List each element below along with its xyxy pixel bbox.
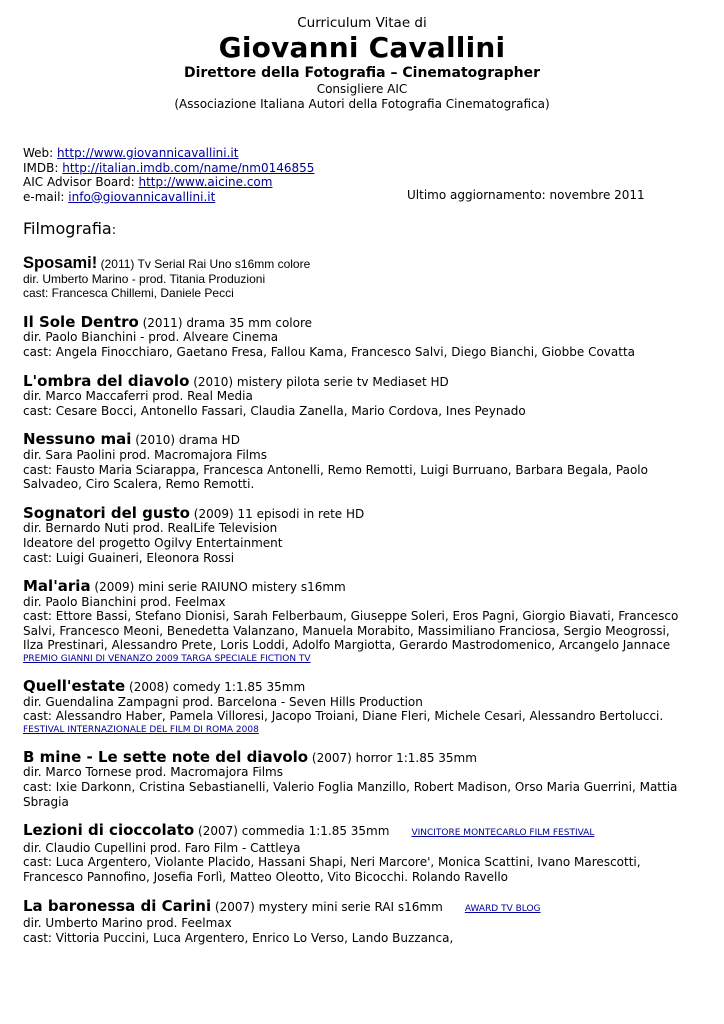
web-link[interactable]: http://www.giovannicavallini.it [57, 146, 239, 160]
film-note: Ideatore del progetto Ogilvy Entertainment [23, 535, 283, 550]
imdb-label: IMDB: [23, 160, 59, 175]
film-credits: dir. Umberto Marino prod. Feelmax [23, 916, 232, 931]
film-cast: cast: Cesare Bocci, Antonello Fassari, Claudia Zanella, Mario Cordova, Ines Peynado [23, 403, 526, 418]
film-credits: dir. Bernardo Nuti prod. RealLife Television [23, 521, 278, 536]
film-meta: (2010) mistery pilota serie tv Mediaset HD [189, 374, 449, 389]
web-label: Web: [23, 146, 54, 160]
film-title: La baronessa di Carini [23, 896, 212, 915]
film-title: Mal'aria [23, 577, 91, 596]
header-pretitle: Curriculum Vitae di [297, 15, 427, 31]
section-title-text: Filmografia [23, 219, 112, 238]
film-entry [23, 896, 693, 946]
film-credits: dir. Guendalina Zampagni prod. Barcelona - Seven Hills Production [23, 694, 423, 709]
film-credits: dir. Marco Tornese prod. Macromajora Films [23, 765, 283, 780]
award-link[interactable]: VINCITORE MONTECARLO FILM FESTIVAL [411, 828, 595, 839]
aic-link[interactable]: http://www.aicine.com [138, 175, 273, 189]
film-entry [23, 256, 693, 301]
film-credits: dir. Paolo Bianchini - prod. Alveare Cinema [23, 330, 279, 345]
last-updated: Ultimo aggiornamento: novembre 2011 [407, 188, 645, 202]
film-meta: (2007) mystery mini serie RAI s16mm [211, 899, 443, 914]
film-cast: cast: Ettore Bassi, Stefano Dionisi, Sarah Felberbaum, Giuseppe Soleri, Eros Pagni, Giorgio Biavati, Francesco Salvi, Francesco Meoni, Benedetta Valanzano, Manuela Morabito, Massimiliano Franciosa, Sergio Meogrossi, Ilza Prestinari, Alessandro Prete, Loris Loddi, Adolfo Margiotta, Gerardo Mastrodomenico, Arcangelo Jannace [23, 609, 679, 653]
header-association: (Associazione Italiana Autori della Fotografia Cinematografica) [174, 97, 550, 111]
film-title: Sognatori del gusto [23, 503, 190, 522]
film-meta: (2009) 11 episodi in rete HD [189, 506, 365, 521]
film-entry [23, 579, 693, 665]
header-role: Direttore della Fotografia – Cinematographer [183, 65, 541, 81]
film-entry [23, 432, 693, 491]
film-title: L'ombra del diavolo [23, 371, 190, 390]
film-meta: (2009) mini serie RAIUNO mistery s16mm [90, 580, 346, 595]
film-meta: (2011) Tv Serial Rai Uno s16mm colore [97, 257, 311, 271]
award-link[interactable]: FESTIVAL INTERNAZIONALE DEL FILM DI ROMA 2008 [23, 724, 259, 735]
aic-label: AIC Advisor Board: [23, 175, 135, 189]
film-cast: cast: Luca Argentero, Violante Placido, Hassani Shapi, Neri Marcore', Monica Scattini, Ivano Marescotti, Francesco Pannofino, Josefia Forlì, Matteo Oleotto, Vito Bicocchi. Rolando Ravello [23, 855, 641, 884]
contact-web [23, 146, 703, 161]
section-title [23, 219, 116, 238]
film-entry [23, 747, 693, 809]
film-title: B mine - Le sette note del diavolo [23, 747, 309, 766]
film-meta: (2007) commedia 1:1.85 35mm [194, 824, 390, 839]
film-entry [23, 503, 693, 565]
film-entry [23, 823, 693, 884]
film-entry [23, 371, 693, 419]
award-link[interactable]: AWARD TV BLOG [464, 903, 541, 914]
film-entry [23, 679, 693, 736]
film-credits: dir. Marco Maccaferri prod. Real Media [23, 389, 253, 404]
film-credits: dir. Umberto Marino - prod. Titania Produzioni [23, 271, 266, 286]
film-title: Quell'estate [23, 677, 126, 696]
film-entry [23, 312, 693, 360]
film-meta: (2008) comedy 1:1.85 35mm [125, 680, 306, 695]
award-link[interactable]: PREMIO GIANNI DI VENANZO 2009 TARGA SPECIALE FICTION TV [23, 654, 311, 665]
cv-header [0, 14, 724, 112]
header-name: Giovanni Cavallini [218, 31, 506, 64]
film-title: Sposami! [23, 254, 98, 272]
film-cast: cast: Alessandro Haber, Pamela Villoresi, Jacopo Troiani, Diane Fleri, Michele Cesari, Alessandro Bertolucci. [23, 709, 664, 724]
contact-imdb [23, 161, 703, 176]
film-credits: dir. Paolo Bianchini prod. Feelmax [23, 594, 226, 609]
imdb-link[interactable]: http://italian.imdb.com/name/nm0146855 [62, 160, 315, 175]
film-cast: cast: Ixie Darkonn, Cristina Sebastianelli, Valerio Foglia Manzillo, Robert Madison, Orso Maria Guerrini, Mattia Sbragia [23, 780, 678, 809]
filmography-list [23, 256, 693, 959]
film-cast: cast: Fausto Maria Sciarappa, Francesca Antonelli, Remo Remotti, Luigi Burruano, Barbara Begala, Paolo Salvadeo, Ciro Scalera, Remo Remotti. [23, 462, 648, 492]
film-title: Lezioni di cioccolato [23, 821, 195, 840]
email-label: e-mail: [23, 189, 65, 204]
section-title-colon: : [111, 223, 117, 238]
film-meta: (2007) horror 1:1.85 35mm [308, 750, 477, 765]
film-cast: cast: Luigi Guaineri, Eleonora Rossi [23, 550, 235, 565]
film-cast: cast: Francesca Chillemi, Daniele Pecci [23, 286, 234, 301]
film-title: Il Sole Dentro [23, 312, 139, 331]
film-meta: (2011) drama 35 mm colore [138, 315, 313, 330]
header-position: Consigliere AIC [316, 82, 408, 96]
film-credits: dir. Claudio Cupellini prod. Faro Film - Cattleya [23, 840, 301, 855]
film-credits: dir. Sara Paolini prod. Macromajora Films [23, 447, 267, 462]
film-cast: cast: Angela Finocchiaro, Gaetano Fresa, Fallou Kama, Francesco Salvi, Diego Bianchi, Giobbe Covatta [23, 344, 636, 359]
film-meta: (2010) drama HD [131, 433, 240, 448]
email-link[interactable]: info@giovannicavallini.it [68, 189, 216, 204]
film-title: Nessuno mai [23, 430, 132, 449]
film-cast: cast: Vittoria Puccini, Luca Argentero, Enrico Lo Verso, Lando Buzzanca, [23, 930, 454, 945]
